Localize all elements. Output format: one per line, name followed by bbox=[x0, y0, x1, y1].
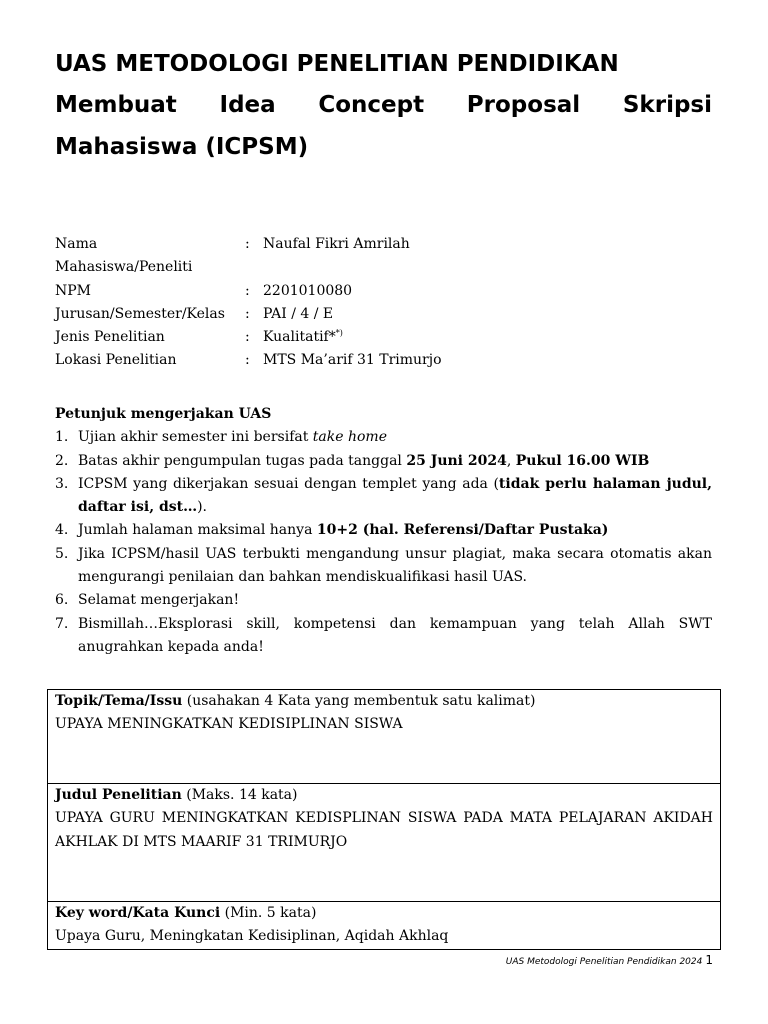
list-item: 7. Bismillah…Eksplorasi skill, kompetensi dan kemampuan yang telah Allah SWT anugrahkan kepada anda! bbox=[55, 615, 712, 655]
document-title: UAS METODOLOGI PENELITIAN PENDIDIKAN bbox=[55, 51, 619, 77]
document-subtitle-line-1: Membuat Idea Concept Proposal Skripsi bbox=[55, 92, 712, 118]
info-separator: : bbox=[245, 305, 250, 322]
proposal-table bbox=[47, 689, 721, 950]
list-item: 1. Ujian akhir semester ini bersifat take home bbox=[55, 429, 387, 446]
instructions-title: Petunjuk mengerjakan UAS bbox=[55, 406, 272, 422]
judul-heading-line bbox=[55, 784, 713, 807]
info-label: Lokasi Penelitian bbox=[55, 352, 177, 369]
keyword-note: (Min. 5 kata) bbox=[220, 905, 317, 921]
keyword-heading-line bbox=[55, 902, 713, 925]
judul-heading: Judul Penelitian bbox=[55, 787, 182, 803]
info-value: 2201010080 bbox=[263, 282, 353, 299]
topic-note: (usahakan 4 Kata yang membentuk satu kalimat) bbox=[182, 693, 536, 709]
info-label: Nama Mahasiswa/Peneliti bbox=[55, 236, 193, 276]
instructions bbox=[55, 403, 712, 659]
info-value: MTS Ma’arif 31 Trimurjo bbox=[263, 352, 442, 369]
page-number: 1 bbox=[705, 953, 713, 967]
list-item: 6. Selamat mengerjakan! bbox=[55, 592, 240, 609]
topic-content: UPAYA MENINGKATKAN KEDISIPLINAN SISWA bbox=[55, 716, 403, 733]
keyword-heading: Key word/Kata Kunci bbox=[55, 905, 221, 921]
judul-cell bbox=[48, 784, 720, 902]
info-value: PAI / 4 / E bbox=[263, 305, 334, 322]
page-footer bbox=[506, 953, 713, 967]
document-subtitle-line-2: Mahasiswa (ICPSM) bbox=[55, 134, 309, 160]
info-value: Naufal Fikri Amrilah bbox=[263, 236, 410, 252]
list-item: 5. Jika ICPSM/hasil UAS terbukti mengandung unsur plagiat, maka secara otomatis akan mengurangi penilaian dan bahkan mendiskualifikasi hasil UAS. bbox=[55, 545, 712, 586]
info-label: NPM bbox=[55, 282, 92, 299]
list-item: 3. ICPSM yang dikerjakan sesuai dengan templet yang ada (tidak perlu halaman judul, daftar isi, dst…). bbox=[55, 475, 712, 516]
judul-note: (Maks. 14 kata) bbox=[181, 787, 298, 803]
info-separator: : bbox=[245, 352, 250, 369]
info-label: Jenis Penelitian bbox=[55, 329, 165, 346]
keyword-cell bbox=[48, 902, 720, 949]
topic-heading-line bbox=[55, 690, 713, 713]
topic-heading: Topik/Tema/Issu bbox=[55, 693, 183, 709]
topic-cell bbox=[48, 690, 720, 784]
list-item: 2. Batas akhir pengumpulan tugas pada tanggal 25 Juni 2024, Pukul 16.00 WIB bbox=[55, 452, 650, 469]
info-separator: : bbox=[245, 236, 250, 252]
info-label: Jurusan/Semester/Kelas bbox=[55, 305, 225, 322]
info-value: Kualitatif**) bbox=[263, 328, 343, 346]
info-separator: : bbox=[245, 282, 250, 299]
instructions-list bbox=[55, 426, 712, 659]
footer-text: UAS Metodologi Penelitian Pendidikan 2024 bbox=[505, 957, 703, 967]
list-item: 4. Jumlah halaman maksimal hanya 10+2 (hal. Referensi/Daftar Pustaka) bbox=[55, 522, 609, 539]
info-separator: : bbox=[245, 329, 250, 346]
keyword-content: Upaya Guru, Meningkatan Kedisiplinan, Aqidah Akhlaq bbox=[55, 928, 449, 945]
judul-content: UPAYA GURU MENINGKATKAN KEDISPLINAN SISWA PADA MATA PELAJARAN AKIDAH AKHLAK DI MTS MAARIF 31 TRIMURJO bbox=[55, 810, 713, 850]
